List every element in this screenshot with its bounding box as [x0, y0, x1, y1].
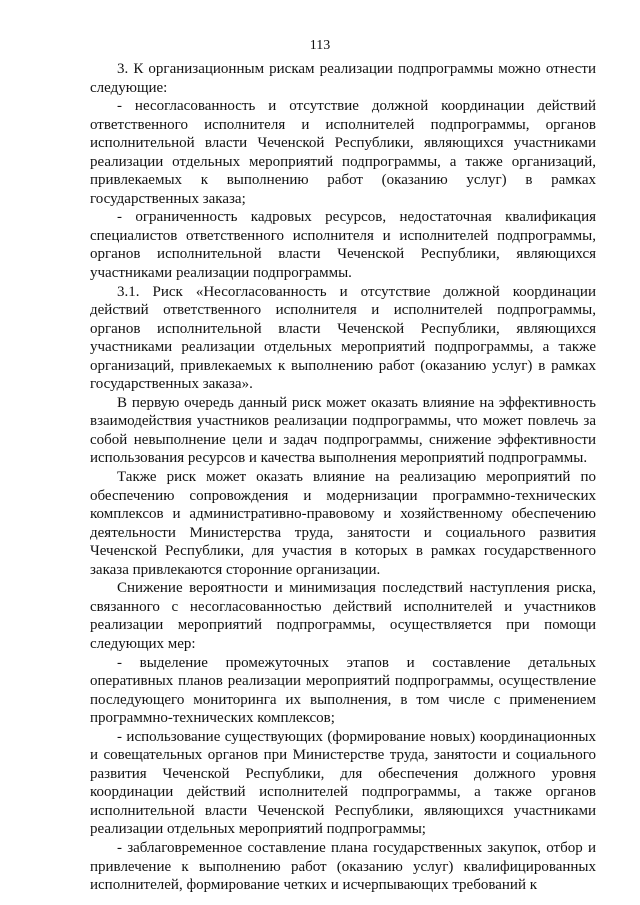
paragraph-mitigation-stages: - выделение промежуточных этапов и составление детальных оперативных планов реализации мероприятий подпрограммы, осуществление последующего мониторинга их выполнения, в том числе с применением программно-технических комплексов; — [90, 654, 596, 727]
paragraph-organizational-risks-intro: 3. К организационным рискам реализации подпрограммы можно отнести следующие: — [90, 61, 596, 96]
paragraph-mitigation-procurement: - заблаговременное составление плана государственных закупок, отбор и привлечение к выполнению работ (оказанию услуг) квалифицированных исполнителей, формирование четких и исчерпывающих требований к — [90, 839, 596, 894]
paragraph-risk-coordination-item: - несогласованность и отсутствие должной координации действий ответственного исполнителя и исполнителей подпрограммы, органов исполнительной власти Чеченской Республики, являющихся участниками реализации отдельных мероприятий подпрограммы, а также организаций, привлекаемых к выполнению работ (оказанию услуг) в рамках государственных заказа; — [90, 98, 596, 207]
paragraph-risk-staff-item: - ограниченность кадровых ресурсов, недостаточная квалификация специалистов ответственного исполнителя и исполнителей подпрограммы, органов исполнительной власти Чеченской Республики, являющихся участниками реализации подпрограммы. — [90, 209, 596, 282]
paragraph-risk-mitigation-intro: Снижение вероятности и минимизация последствий наступления риска, связанного с несогласованностью действий исполнителей и участников реализации мероприятий подпрограммы, осуществляется при помощи следующих мер: — [90, 580, 596, 652]
paragraph-risk-impact: В первую очередь данный риск может оказать влияние на эффективность взаимодействия участников реализации подпрограммы, что может повлечь за собой невыполнение цели и задач подпрограммы, снижение эффективности использования ресурсов и качества выполнения мероприятий подпрограммы. — [90, 394, 596, 467]
document-body — [90, 60, 596, 895]
paragraph-risk-also: Также риск может оказать влияние на реализацию мероприятий по обеспечению сопровождения и модернизации программно-технических комплексов и административно-правовому и хозяйственному обеспечению деятельности Министерства труда, занятости и социального развития Чеченской Республики, для участия в которых в рамках государственного заказа привлекаются сторонние организации. — [90, 469, 596, 578]
paragraph-mitigation-bodies: - использование существующих (формирование новых) координационных и совещательных органов при Министерстве труда, занятости и социального развития Чеченской Республики, для обеспечения должного уровня координации действий исполнителей подпрограммы, а также органов исполнительной власти Чеченской Республики, являющихся участниками реализации отдельных мероприятий подпрограммы; — [90, 728, 596, 838]
paragraph-risk-3-1: 3.1. Риск «Несогласованность и отсутствие должной координации действий ответственного исполнителя и исполнителей подпрограммы, органов исполнительной власти Чеченской Республики, являющихся участниками реализации отдельных мероприятий подпрограммы, а также организаций, привлекаемых к выполнению работ (оказанию услуг) в рамках государственных заказа». — [90, 283, 596, 393]
page-number: 113 — [309, 38, 331, 53]
